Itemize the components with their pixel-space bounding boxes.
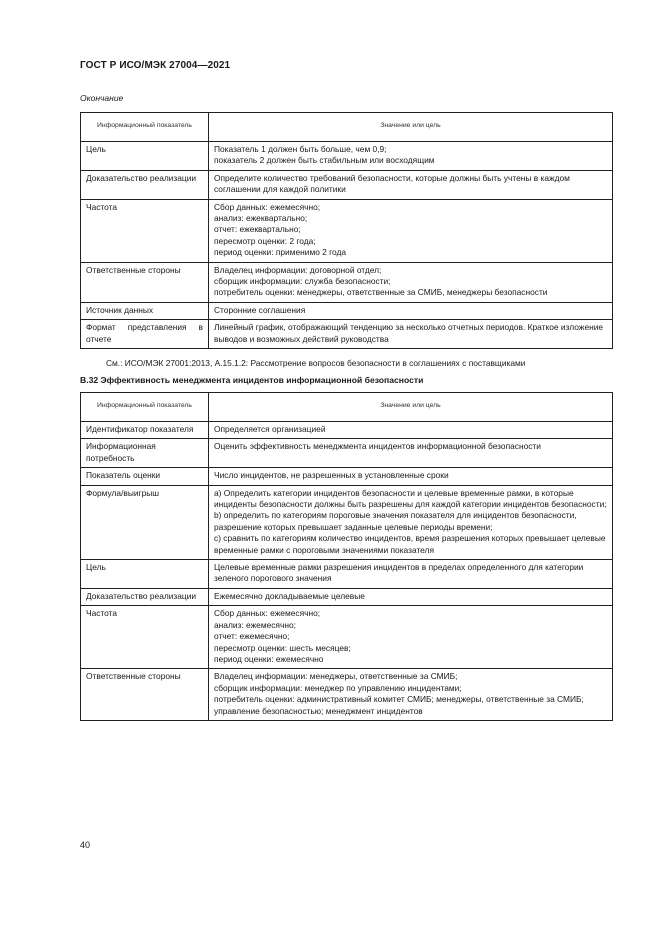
- value-line: Показатель 1 должен быть больше, чем 0,9;: [214, 144, 387, 154]
- table-header-row: [81, 113, 613, 142]
- indicator-value: [209, 468, 613, 485]
- table-row: [81, 439, 613, 468]
- table-row: [81, 606, 613, 669]
- value-line: а) Определить категории инцидентов безопасности и целевые временные рамки, в которые инциденты безопасности должны быть разрешены для каждой категории инцидентов безопасности;: [214, 487, 607, 510]
- indicator-label: Информационная потребность: [81, 439, 209, 468]
- table-row: [81, 320, 613, 349]
- value-line: Определяется организацией: [214, 424, 326, 434]
- table-row: [81, 142, 613, 171]
- indicator-value: [209, 669, 613, 721]
- indicator-value: [209, 199, 613, 262]
- column-header-indicator: Информационный показатель: [81, 113, 209, 142]
- value-line: анализ: ежеквартально;: [214, 213, 308, 224]
- value-line: период оценки: применимо 2 года: [214, 247, 347, 258]
- page-number: 40: [80, 840, 91, 850]
- table-row: [81, 669, 613, 721]
- table-header-row: [81, 393, 613, 422]
- table-row: [81, 262, 613, 302]
- value-line: отчет: ежеквартально;: [214, 224, 301, 235]
- indicator-label: Цель: [81, 560, 209, 589]
- table-row: [81, 485, 613, 559]
- indicator-value: [209, 485, 613, 559]
- value-line: Определите количество требований безопасности, которые должны быть учтены в каждом соглашении для каждой политики: [214, 172, 570, 195]
- value-line: Сторонние соглашения: [214, 304, 306, 315]
- value-line: сборщик информации: служба безопасности;: [214, 276, 391, 287]
- document-header: ГОСТ Р ИСО/МЭК 27004—2021: [80, 60, 231, 71]
- value-line: b) определить по категориям пороговые значения показателя для инцидентов безопасности, разрешение которых превышает заданные целевые периоды времени;: [214, 510, 577, 532]
- value-line: Ежемесячно докладываемые целевые: [214, 590, 365, 601]
- value-line: потребитель оценки: менеджеры, ответственные за СМИБ, менеджеры безопасности: [214, 287, 548, 298]
- value-line: Сбор данных: ежемесячно;: [214, 201, 321, 212]
- table-row: [81, 302, 613, 319]
- table-row: [81, 170, 613, 199]
- indicator-value: [209, 320, 613, 349]
- section-title: В.32 Эффективность менеджмента инцидентов информационной безопасности: [80, 375, 424, 385]
- indicator-table-b32: [80, 392, 613, 721]
- continuation-label: Окончание: [80, 93, 124, 103]
- value-line: анализ: ежемесячно;: [214, 619, 296, 630]
- indicator-value: [209, 262, 613, 302]
- value-line: потребитель оценки: административный комитет СМИБ; менеджеры, ответственные за СМИБ; управление безопасностью; менеджмент инцидентов: [214, 694, 584, 716]
- table-row: [81, 199, 613, 262]
- value-line: пересмотр оценки: шесть месяцев;: [214, 642, 351, 653]
- indicator-label: Идентификатор показателя: [81, 422, 209, 439]
- indicator-label: Формула/выигрыш: [81, 485, 209, 559]
- table1-body: [81, 142, 613, 349]
- indicator-value: [209, 170, 613, 199]
- indicator-label: Формат представления в отчете: [81, 320, 209, 349]
- column-header-value: Значение или цель: [209, 393, 613, 422]
- indicator-label: Показатель оценки: [81, 468, 209, 485]
- indicator-label: Ответственные стороны: [81, 262, 209, 302]
- column-header-value: Значение или цель: [209, 113, 613, 142]
- indicator-label: Частота: [81, 606, 209, 669]
- value-line: период оценки: ежемесячно: [214, 653, 324, 664]
- value-line: Сбор данных: ежемесячно;: [214, 608, 321, 619]
- table-row: [81, 422, 613, 439]
- indicator-value: [209, 588, 613, 605]
- table-row: [81, 468, 613, 485]
- indicator-table-continued: [80, 112, 613, 349]
- indicator-value: [209, 439, 613, 468]
- reference-note: См.: ИСО/МЭК 27001:2013, А.15.1.2: Рассмотрение вопросов безопасности в соглашениях с поставщиками: [106, 358, 526, 368]
- value-line: Владелец информации: договорной отдел;: [214, 264, 382, 275]
- value-line: пересмотр оценки: 2 года;: [214, 235, 316, 246]
- value-line: сборщик информации: менеджер по управлению инцидентами;: [214, 682, 462, 693]
- table-row: [81, 560, 613, 589]
- indicator-value: [209, 142, 613, 171]
- value-line: с) сравнить по категориям количество инцидентов, время разрешения которых превышает целевые временные рамки с пороговыми значениями показателя: [214, 533, 606, 555]
- table2-body: [81, 422, 613, 721]
- value-line: Линейный график, отображающий тенденцию за несколько отчетных периодов. Краткое изложение выводов и возможных действий руководства: [214, 322, 604, 344]
- value-line: отчет: ежемесячно;: [214, 631, 290, 642]
- value-line: Число инцидентов, не разрешенных в установленные сроки: [214, 470, 449, 481]
- value-line: показатель 2 должен быть стабильным или восходящим: [214, 155, 435, 166]
- indicator-label: Цель: [81, 142, 209, 171]
- table-row: [81, 588, 613, 605]
- indicator-label: Источник данных: [81, 302, 209, 319]
- value-line: Целевые временные рамки разрешения инцидентов в пределах определенного для категории зеленого порогового значения: [214, 562, 584, 584]
- indicator-value: [209, 606, 613, 669]
- column-header-indicator: Информационный показатель: [81, 393, 209, 422]
- indicator-value: [209, 302, 613, 319]
- indicator-value: [209, 422, 613, 439]
- value-line: Владелец информации: менеджеры, ответственные за СМИБ;: [214, 671, 458, 682]
- indicator-label: Доказательство реализации: [81, 588, 209, 605]
- indicator-label: Частота: [81, 199, 209, 262]
- indicator-label: Доказательство реализации: [81, 170, 209, 199]
- indicator-label: Ответственные стороны: [81, 669, 209, 721]
- indicator-value: [209, 560, 613, 589]
- value-line: Оценить эффективность менеджмента инцидентов информационной безопасности: [214, 441, 541, 452]
